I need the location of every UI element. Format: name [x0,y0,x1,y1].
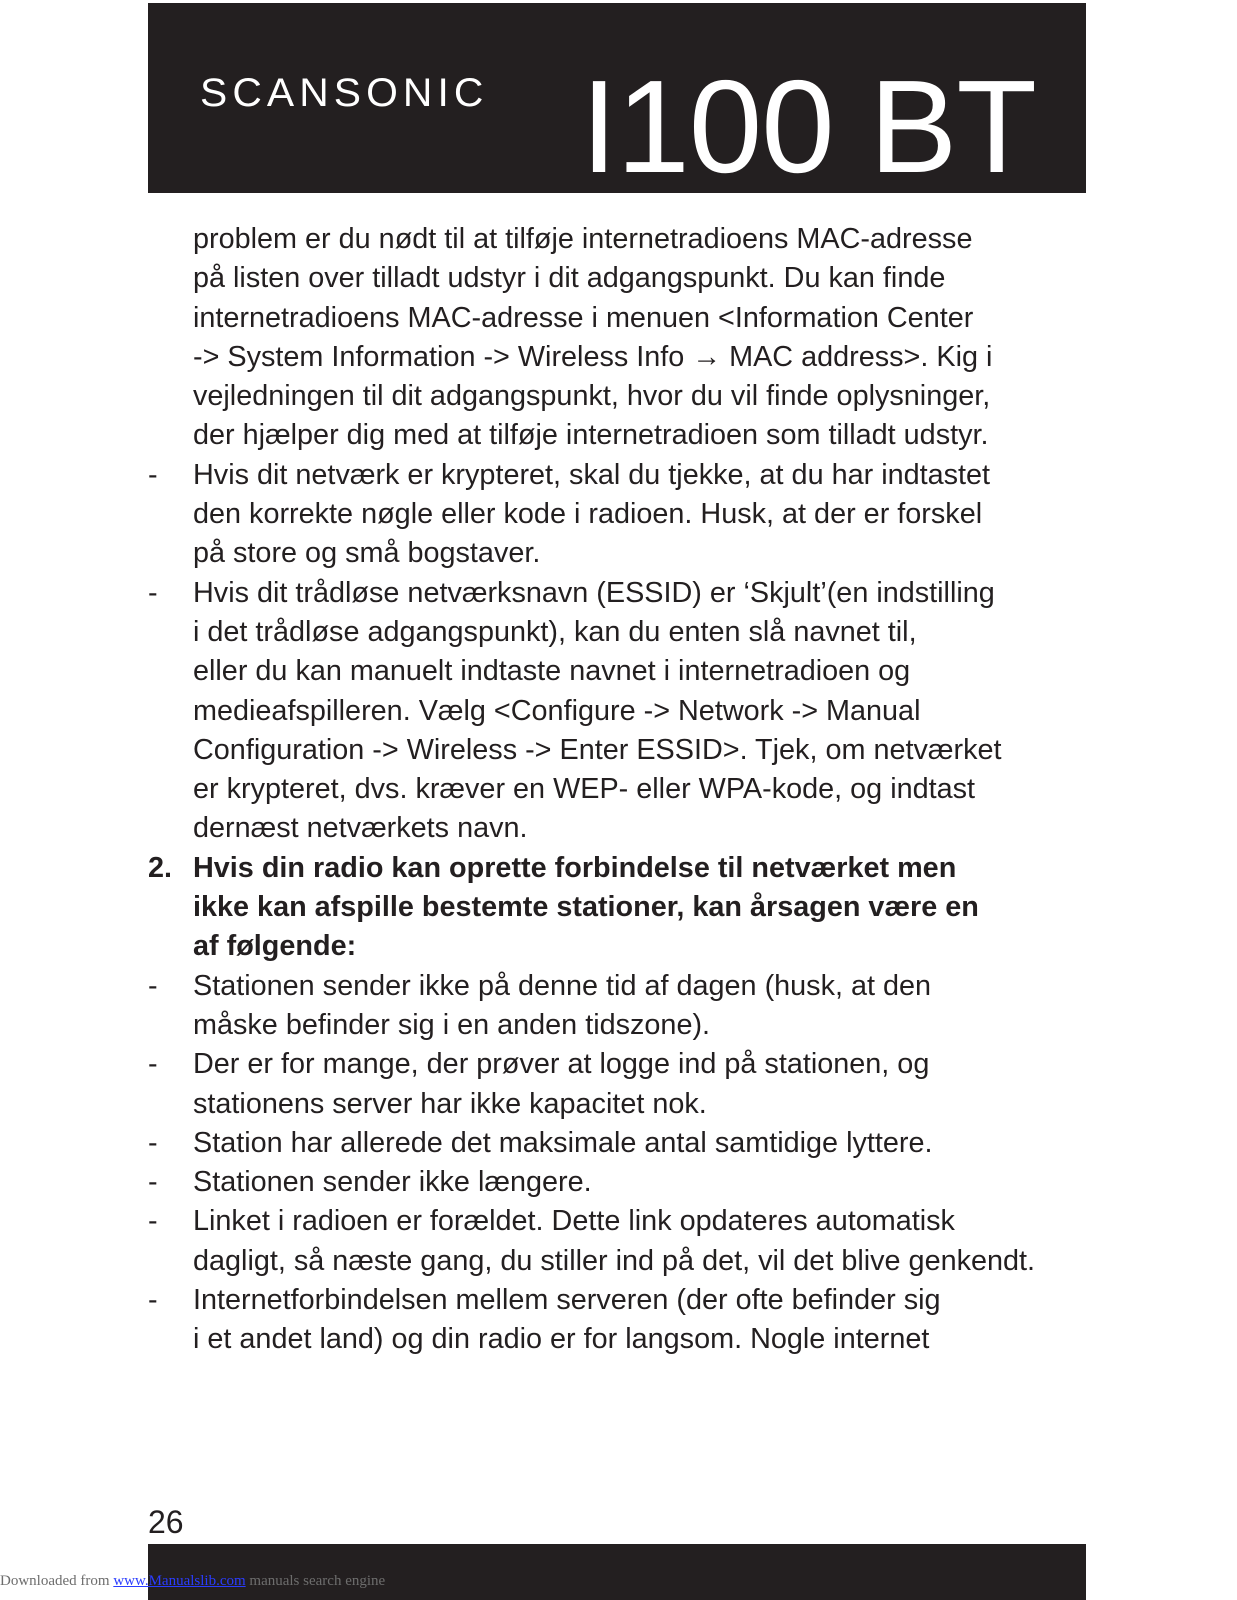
text-line: der hjælper dig med at tilføje internetradioen som tilladt udstyr. [193,419,989,452]
text-line: internetradioens MAC-adresse i menuen <Information Center [193,301,974,334]
item-text [193,1163,1088,1202]
text-line: Internetforbindelsen mellem serveren (der ofte befinder sig [193,1284,941,1317]
manual-body [148,220,1088,1360]
list-marker: - [148,1205,158,1238]
header-banner [148,3,1086,200]
list-marker: 2. [148,851,173,884]
list-marker: - [148,1166,158,1199]
text-line: Hvis din radio kan oprette forbindelse til netværket men [193,851,957,884]
text-line: Hvis dit netværk er krypteret, skal du tjekke, at du har indtastet [193,458,991,491]
list-marker: - [148,1126,158,1159]
list-marker: - [148,969,158,1002]
model-name: I100 BT [580,53,1036,200]
text-line: Configuration -> Wireless -> Enter ESSID>. Tjek, om netværket [193,733,1002,766]
text-line: stationens server har ikke kapacitet nok. [193,1087,707,1120]
brand-name: SCANSONIC [200,71,489,115]
bullet-item [148,1045,1088,1124]
bullet-item [148,1163,1088,1202]
bullet-item [148,967,1088,1046]
text-line: medieafspilleren. Vælg <Configure -> Network -> Manual [193,694,921,727]
list-marker: - [148,576,158,609]
text-line: vejledningen til dit adgangspunkt, hvor du vil finde oplysninger, [193,380,991,413]
item-text [193,1202,1088,1281]
bullet-item [148,1124,1088,1163]
item-text [193,967,1088,1046]
bullet-item [148,574,1088,849]
item-text [193,456,1088,574]
text-line: den korrekte nøgle eller kode i radioen. Husk, at der er forskel [193,498,983,531]
list-marker: - [148,1284,158,1317]
text-line: Hvis dit trådløse netværksnavn (ESSID) er ‘Skjult’(en indstilling [193,576,995,609]
text-line: Der er for mange, der prøver at logge ind på stationen, og [193,1048,930,1081]
download-notice-prefix: Downloaded from [0,1573,114,1589]
manualslib-link[interactable]: www.Manualslib.com [113,1573,246,1589]
item-text [193,849,1088,967]
text-line: eller du kan manuelt indtaste navnet i internetradioen og [193,655,911,688]
bullet-item [148,456,1088,574]
item-text [193,1281,1088,1360]
item-text [193,1124,1088,1163]
page-number: 26 [148,1504,184,1540]
paragraph-continuation [148,220,1088,456]
text-line: Stationen sender ikke på denne tid af dagen (husk, at den [193,969,932,1002]
text-line: Station har allerede det maksimale antal samtidige lyttere. [193,1126,933,1159]
text-line: måske befinder sig i en anden tidszone). [193,1008,711,1041]
text-line: dernæst netværkets navn. [193,812,528,845]
text-line: ikke kan afspille bestemte stationer, kan årsagen være en [193,891,979,924]
text-line: dagligt, så næste gang, du stiller ind på det, vil det blive genkendt. [193,1244,1036,1277]
item-text [193,574,1088,849]
download-notice-suffix: manuals search engine [245,1573,386,1589]
text-line: på store og små bogstaver. [193,537,541,570]
bullet-item [148,1202,1088,1281]
item-text [193,1045,1088,1124]
text-line: er krypteret, dvs. kræver en WEP- eller WPA-kode, og indtast [193,773,976,806]
text-line: problem er du nødt til at tilføje internetradioens MAC-adresse [193,223,973,255]
numbered-heading [148,849,1088,967]
text-line: Linket i radioen er forældet. Dette link opdateres automatisk [193,1205,955,1238]
text-line: Stationen sender ikke længere. [193,1166,592,1199]
bullet-item [148,1281,1088,1360]
text-line: på listen over tilladt udstyr i dit adgangspunkt. Du kan finde [193,262,946,295]
list-marker: - [148,458,158,491]
text-line: af følgende: [193,930,357,963]
list-marker: - [148,1048,158,1081]
item-text [193,220,1088,456]
download-notice [0,1572,385,1590]
text-line: -> System Information -> Wireless Info → MAC address>. Kig i [193,340,993,373]
text-line: i et andet land) og din radio er for langsom. Nogle internet [193,1323,930,1356]
text-line: i det trådløse adgangspunkt), kan du enten slå navnet til, [193,615,917,648]
